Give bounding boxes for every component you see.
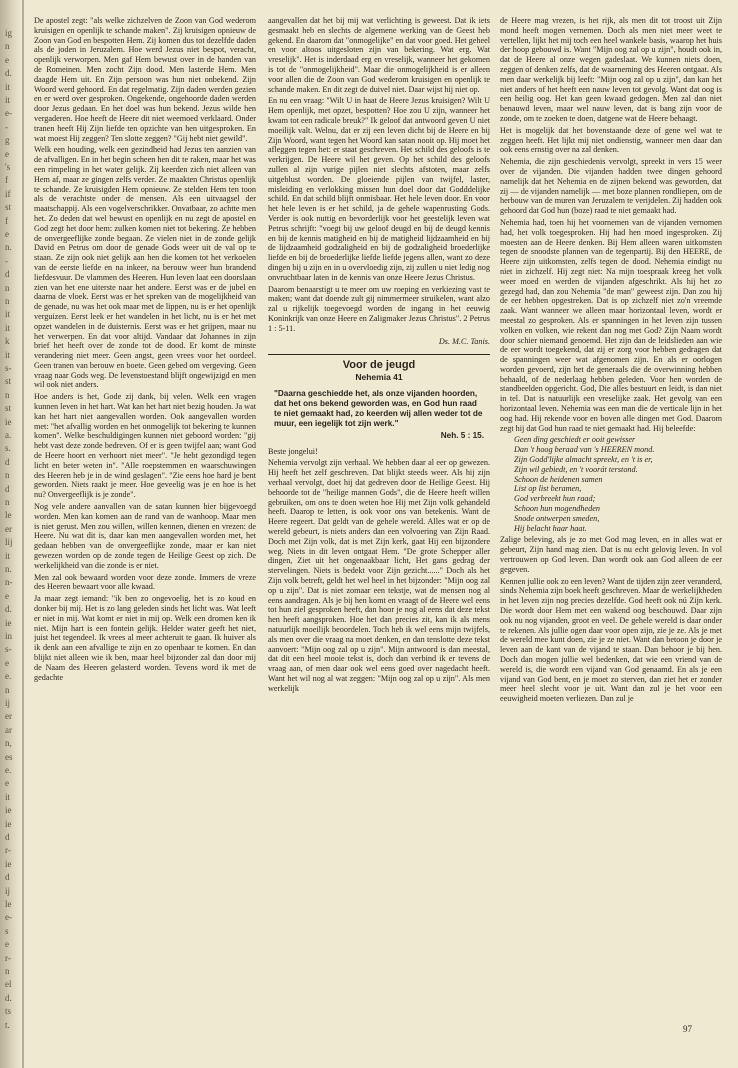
gutter-fragment: s xyxy=(5,925,9,936)
gutter-fragment: it xyxy=(5,322,11,333)
gutter-fragment: ts xyxy=(5,1006,12,1017)
gutter-fragment: s- xyxy=(5,363,12,373)
gutter-fragment: n xyxy=(5,41,10,52)
gutter-fragment: n xyxy=(5,470,10,481)
gutter-fragment: it xyxy=(5,81,11,92)
gutter-fragment: ij xyxy=(5,698,11,708)
gutter-fragment: e. xyxy=(5,765,12,775)
paragraph: Beste jongelui! xyxy=(268,446,318,456)
gutter-fragment: n xyxy=(5,389,10,400)
gutter-fragment: st xyxy=(5,376,12,387)
poem-line: Zijn wil gebiedt, en 't voorát terstond. xyxy=(514,464,638,474)
gutter-fragment: ie xyxy=(5,805,12,816)
gutter-fragment: f xyxy=(5,175,8,186)
poem-line: Zijn Godd'lijke almacht spreekt, en 't is er, xyxy=(514,455,653,465)
gutter-fragment: d xyxy=(5,456,10,467)
gutter-fragment: it xyxy=(5,791,11,802)
gutter-fragment: e- xyxy=(5,912,12,923)
gutter-fragment: lij xyxy=(5,537,13,548)
gutter-fragment: ij xyxy=(5,885,11,896)
paragraph: aangevallen dat het bij mij wat verlichting is geweest. Dat ik iets gesmaakt heb en slechts de algemene werking van de Geest heb gekend. En daarom dat "onmogelijke" en dat voor goed. Het geheel en voor altoos uitgesloten zijn van bekering. Wat erg. Wat vreselijk". Het is inderdaad erg en vreselijk, wanneer het gekomen is tot de "onmogelijkheid". Maar die onmogelijkheid is er alleen voor allen die de Zoon van God wederom kruisigen en openlijk te schande maken. En dit zegt de duivel niet. Daar wijst hij niet op. xyxy=(268,16,490,94)
gutter-fragment: - xyxy=(5,255,8,266)
gutter-fragment: n xyxy=(5,282,10,293)
gutter-fragment: n xyxy=(5,296,10,306)
gutter-fragment: st xyxy=(5,202,12,213)
paragraph: Hoe anders is het, Gode zij dank, bij velen. Welk een vragen kunnen leven in het hart. Wat kan het hart niet bezig houden. Ja wat kan het hart niet aangevallen worden. Ook aangevallen worden met: "het afvallig worden en het onmogelijk tot bekering te kunnen komen". Welke beschuldigingen kunnen niet geboord worden: "gij hebt vast deze zonde bedreven. Of er is geen twijfel aan; want God de Heere hoort en verhoort niet meer". "Je hebt gezondigd tegen licht en beter weten in". "Alle roepstemmen en waarschuwingen des Heeren heb je in de wind geslagen". "Zie eens hoe hard je bent geworden. Niets raakt je meer. Hoe geveelig was je en hoe is het nu? Onvergeeflijk is je zonde". xyxy=(34,392,256,500)
gutter-fragment: e xyxy=(5,590,9,601)
gutter-fragment: d. xyxy=(5,68,12,79)
gutter-fragment: st xyxy=(5,403,12,414)
gutter-fragment: d xyxy=(5,832,10,842)
paragraph: Nehemia vervolgt zijn verhaal. We hebben daar al eer op gewezen. Hij heeft het zelf geschreven. Dat blijkt steeds weer. Als hij zijn verhaal vervolgt, doet hij dat gedreven door de Heilige Geest. Hij behoorde tot de "heilige mannen Gods", die de Heere heeft willen gebruiken, om ons te doen weten hoe Hij met Zijn volk gehandeld heeft. Daarop te letten, is ook voor ons van betekenis. Want de Heere regeert. Dat geldt van de gehele wereld. Alles wat er op de wereld gebeurt, is niets anders dan een volvoering van Zijn Raad. Doch met Zijn volk, dat is met Zijn kerk, gaat Hij een bijzondere weg. Niets in dit leven ontgaat Hem. "De grote Schepper aller dingen, Ziet uit het ongenaakbaar licht, Het gans gedrag der stervelingen. Niets is bedekt voor Zijn gezicht......" Doch als het Zijn volk betreft, geldt het wel heel in het bijzonder: "Mijn oog zal op u zijn". Dat is niet zomaar een tekstje, wat de mensen nog al eens aandragen. Als je bij hen komt en vraagt of de Heere wel eens tot hun ziel gesproken heeft, dan hoor je nog al eens dat deze tekst hen heeft aangsproken. Hoe het dan precies zit, kan ik als mens natuurlijk moeilijk beoordelen. Toch heb ik wel eens mijn twijfels, als men over die vraag na moet denken, en dan tenslotte deze tekst aanvoert: "Mijn oog zal op u zijn". Mijn antwoord is dan meestal, dat dit een heel mooie tekst is, doch dan verbind ik er tevens de vraag aan, of men daar ook wel eens goed over nagedacht heeft. Want het wil nog al wat zeggen: "Mijn oog zal op u zijn". Als men werkelijk xyxy=(268,458,490,693)
gutter-fragment: n xyxy=(5,684,10,695)
gutter-fragment: ie xyxy=(5,818,12,829)
column-left xyxy=(34,16,256,1046)
page-fold-line xyxy=(22,0,24,1068)
gutter-fragment: e xyxy=(5,148,9,159)
paragraph: Daarom benaarstigt u te meer om uw roeping en verkiezing vast te maken; want dat doende zult gij nimmermeer struikelen, want alzo zal u rijkelijk toegevoegd worden de ingang in het eeuwig Koninkrijk van onze Heere en Zaligmaker Jezus Christus". 2 Petrus 1 : 5-11. xyxy=(268,284,490,333)
gutter-fragment: d. xyxy=(5,992,12,1003)
poem-line: God verbreekt hun raad; xyxy=(514,494,596,504)
gutter-fragment: le xyxy=(5,510,12,521)
gutter-fragment: d xyxy=(5,872,10,883)
bible-quote: "Daarna geschiedde het, als onze vijanden hoorden, dat het ons bekend geworden was, en God hun raad te niet gemaakt had, zo keerden wij allen weder tot de muur, een iegelijk tot zijn werk." xyxy=(274,388,483,428)
paragraph: Het is mogelijk dat het bovenstaande deze of gene wel wat te zeggen heeft. Het lijkt mij niet ondienstig, wanneer men daar dan ook eens ernstig over na zal denken. xyxy=(500,125,722,155)
page-number: 97 xyxy=(683,1024,692,1034)
gutter-fragment: ie xyxy=(5,858,12,869)
poem-line: List op list beramen, xyxy=(514,484,582,494)
gutter-fragment: if xyxy=(5,188,11,199)
gutter-fragment: s- xyxy=(5,644,12,655)
column-middle xyxy=(268,16,490,1046)
gutter-fragment: e xyxy=(5,657,9,668)
gutter-fragment: e xyxy=(5,778,9,789)
gutter-fragment: er xyxy=(5,711,12,722)
gutter-fragment: e xyxy=(5,54,9,65)
paragraph: De apostel zegt: "als welke zichzelven de Zoon van God wederom kruisigen en openlijk te schande maken". Zij kruisigen opnieuw de Zoon van God en bespotten Hem. Zij komen dus tot dezelfde daden als de joden in Jeruzalem. Hoe werd Jezus niet bespot, veracht, openlijk verworpen. Men gaf Hem bewust over in de handen van de Romeinen. Men zocht Zijn dood. Men lasterde Hem. Men daagde Hem uit. En Zijn persoon was hun niet onbekend. Zijn Woord werd gehoord. En dat regelmatig. Zijn daden werden gezien en er werd over gesproken. Ongekende, ongehoorde daden werden door Jezus gedaan. En het doel was hun bekend. Jezus wilde hen vergaderen. Hoe heeft de Heere dit niet weemoed verklaard. Onder tranen heeft Hij Zijn liefde ten opzichte van hen uitgesproken. En wat moest Hij zeggen? Ten slotte zeggen? "Gij hebt niet gewild". xyxy=(34,16,256,143)
gutter-fragment: 's xyxy=(5,162,11,172)
previous-page-edge xyxy=(0,0,22,1068)
gutter-fragment: e xyxy=(5,939,9,950)
author-signature: Ds. M.C. Tanis. xyxy=(438,336,490,346)
gutter-fragment: ar xyxy=(5,724,12,735)
paragraph: Zalige beleving, als je zo met God mag leven, en in alles wat er gebeurt, Zijn hand mag zien. Dat is nu echt gelovig leven. In vol vertrouwen op God leven. Dan wordt ook aan God alleen de eer gegeven. xyxy=(500,535,722,574)
gutter-fragment: k xyxy=(5,336,10,347)
gutter-fragment: in xyxy=(5,631,13,641)
gutter-fragment: le xyxy=(5,899,12,909)
gutter-fragment: n. xyxy=(5,564,12,574)
column-right xyxy=(500,16,722,1031)
paragraph: Welk een houding, welk een gezindheid had Jezus ten aanzien van de afvalligen. En in het begin scheen hen dit te raken, maar het was een rimpeling in het water gelijk. Zij keerden zich niet alleen van Hem af, maar ze gingen zelfs verder. Ze maakten Christus openlijk te schande. Ze kruisigden Hem opnieuw. Ze stelden Hem ten toon als de verachtste onder de mensen. Als een uitvaagsel der maatschappij. Als een vogelverschrikker. Onvatbaar, zo achtte men het. Zo deden dat wel bewust en openlijk en nu zegt de apostel en God zegt het door hem: zulken komen niet tot bekering. Ze hebben de onvergeeflijke zonde begaan. Ze vielen niet in de zonde gelijk David en Petrus om door de genade Gods weer uit de val op te staan. Ze zijn ook niet gelijk aan hen die komen tot het verkoelen van de eerste liefde en na inkeer, na berouw weer hun brandend liefdesvuur. De vlammen des Heeren. Hun leven laat een doorslaan zien van het ene uiterste naar het andere. Eerst was er de jubel en daarna de vloek. Eerst was er het spreken van de mogelijkheid van de genade, nu was het ook maar met de lippen, nu is er het openlijk verguizen. Eerst leek er het wandelen in het licht, nu is er het met opzet wandelen in de duisternis. Eerst was er het grijpen, maar nu het verwerpen. En dat voor altijd. Vandaar dat Johannes in zijn brief het heeft over de zonde tot de dood. Er komt de minste verandering niet meer. Geen angst, geen vrees voor het oordeel. Geen tranen van berouw en boete. Geen gebed om vergeving. Geen vraag naar Gods weg. De levenstoestand blijft ongewijzigd en men wil ook niet anders. xyxy=(34,145,256,390)
gutter-fragment: s. xyxy=(5,443,11,454)
gutter-fragment: e- xyxy=(5,108,12,119)
paragraph: Kennen jullie ook zo een leven? Want de tijden zijn zeer veranderd, sinds Nehemia zijn boek heeft geschreven. Maar de werkelijkheden in het leven zijn nog precies dezelfde. God heeft ook nú Zijn kerk. Die wordt door Hem met een wakend oog beschouwd. Daar zijn ook nu nog vijanden, groot en veel. De gehele wereld is daar onder te rekenen. Als jullie ogen daar voor open zijn, zie je ze. Als je met de wereld mee kunt doen, zie je ze niet. Want dan betoon je door je leven aan de kant van de vijand te staan. Dan behoor je bij hen. Doch dan mogen jullie wel bedenken, dat wie een vriend van de wereld is, die wordt een vijand van God genaamd. En als je een vijand van God bent, en je moet zo sterven, dan ziet het er zonder meer heel slecht voor je uit. Want dan zul je het voor een eeuwigheid moeten verliezen. Dan zul je xyxy=(500,576,722,704)
paragraph: de Heere mag vrezen, is het rijk, als men dit tot troost uit Zijn mond heeft mogen vernemen. Doch als men niet meer weet te vertellen, lijkt het mij toch een heel wankele basis, waarop het huis der hoop gebouwd is. Want "Mijn oog zal op u zijn", houdt ook in, dat de Heere al onze wegen gadeslaat. We kunnen niets doen, zeggen of denken zelfs, dat de waarneming des Heeren ontgaat. Als men daar werkelijk bij leeft: "Mijn oog zal op u zijn", dan kan het niet anders of het heeft een nauw leven tot gevolg. Want dat oog is een heilig oog. Het kan geen kwaad gedogen. Men zal dan niet benauwd leven, maar wel nauw leven, dat is bang zijn voor de zonde, om te zoeken te doen, datgene wat de Heere behaagt. xyxy=(500,16,722,123)
gutter-fragment: n xyxy=(5,966,10,976)
section-subtitle: Nehemia 41 xyxy=(355,372,403,383)
gutter-fragment: e. xyxy=(5,671,12,682)
gutter-fragment: n. xyxy=(5,242,12,253)
gutter-fragment: r- xyxy=(5,845,11,856)
poem-line: Schoon hun mogendheden xyxy=(514,504,600,514)
gutter-fragment: el xyxy=(5,979,12,990)
gutter-fragment: - xyxy=(5,121,8,132)
poem-line: Dan 't hoog beraad van 's HEEREN mond. xyxy=(514,445,655,455)
bible-reference: Neh. 5 : 15. xyxy=(440,430,484,440)
gutter-fragment: t. xyxy=(5,1019,10,1030)
gutter-fragment: ie xyxy=(5,416,12,427)
gutter-fragment: it xyxy=(5,309,11,320)
paragraph: Nehemia, die zijn geschiedenis vervolgt, spreekt in vers 15 weer over de vijanden. Die vijanden hadden twee dingen gehoord namelijk dat het Nehemia en de zijnen bekend was geworden, dat zij — de vijanden namelijk — met boze plannen rondliepen, om de herbouw van de muren van Jeruzalem te verijdelen. Zij hadden ook gehoord dat God hun (boze) raad te niet gemaakt had. xyxy=(500,157,722,216)
gutter-fragment: g xyxy=(5,135,10,146)
gutter-fragment: er xyxy=(5,523,12,534)
gutter-fragment: d xyxy=(5,269,10,280)
gutter-fragment: ie xyxy=(5,617,12,628)
gutter-fragment: r- xyxy=(5,952,11,963)
section-divider xyxy=(268,354,490,355)
poem-line: Hij belacht haar haat. xyxy=(514,523,587,533)
gutter-fragment: n, xyxy=(5,738,12,749)
gutter-fragment: f xyxy=(5,215,8,226)
gutter-fragment: n xyxy=(5,497,10,507)
paragraph: Men zal ook bewaard worden voor deze zonde. Immers de vreze des Heeren bewaart voor alle kwaad. xyxy=(34,572,256,592)
paragraph: Nog vele andere aanvallen van de satan kunnen hier bijgevoegd worden. Men kan komen aan de rand van de wanhoop. Maar men is niet gerust. Men zou willen, willen kennen, dienen en vrezen: de Heere. Nu wat dit is, daar kan men aangevallen worden met, het gedaan hebben van de onvergeeflijke zonde, maar er kan niet gewezen worden op de zonde tegen de Heilige Geest op zich. De werkelijkheid van die zonde is er niet. xyxy=(34,502,256,570)
gutter-fragment: es xyxy=(5,751,13,762)
psalm-verse xyxy=(514,435,722,533)
paragraph: Ja maar zegt iemand: "ik ben zo ongevoelig, het is zo koud en donker bij mij. Het is zo lang geleden sinds het licht was. Wat leeft er niet in mij. Wat komt er niet in mij op. Welk een dromen ken ik niet. Mijn hart is een fontein gelijk. Helder water geeft het niet, juist het tegendeel. Ik vrees al meer achteruit te gaan. Ik huiver als ik denk aan een afvallige te zijn en zo openbaar te komen. En dan blijkt niet alleen wie ik ben, maar heel bijzonder zal dan door mij de Naam des Heeren gelasterd worden. Tevens word ik met de gedachte xyxy=(34,594,256,682)
paragraph: Nehemia had, toen hij het voornemen van de vijanden vernomen had, het volk toegesproken. Hij had hen moed ingesproken. Zij moesten aan de Heere denken. Bij Hem alleen waren uitkomsten tegen de snoodste plannen van de tegenpartij. Bij den HEERE, de Heere zijn uitkomsten, zelfs tegen de dood. Nehemia eindigt nu niet in zichzelf. Hij zegt niet: Na mijn toespraak kreeg het volk weer moed en werden de vijanden afgeschrikt. Als hij het zo gezegd had, dan zou Nehemia "de man" geweest zijn. Dan zou hij de eer hebben opgestreken. Dat is op zichzelf niet zo'n vreemde zaak. Want wanneer we alleen maar horizontaal leven, wordt er meestal zo gesproken. Als er spanningen in het leven zijn tussen volken en volken, wie rekent dan nog met God? Zijn Naam wordt door schier niemand genoemd. Het zijn dan de leidslieden aan wie de eer wordt toegekend, dat zij er zorg voor hebben gedragen dat de spanningen weer wat afgenomen zijn. En als er oorlogen worden gevoerd, zijn het de generaals die de overwinning hebben behaald, of de nederlaag hebben geleden. Voor hen worden de standbeelden opgericht. God, Die alles bestuurt en leidt, is dan niet in tel. Dat is natuurlijk een vreselijke zaak. Het gevolg van een horizontaal leven. Nehemia was een man die de verticale lijn in het oog had. Hij rekende voor en boven alle dingen met God. Daarom zegt hij dat God hun raad te niet gemaakt had. Hij beleefde: xyxy=(500,217,722,433)
section-title: Voor de jeugd xyxy=(342,359,416,372)
gutter-fragment: e xyxy=(5,229,9,239)
gutter-fragment: a. xyxy=(5,430,12,440)
gutter-fragment: ig xyxy=(5,28,13,38)
gutter-fragment: it xyxy=(5,349,11,360)
poem-line: Schoon de heidenen samen xyxy=(514,474,603,484)
gutter-fragment: d. xyxy=(5,604,12,615)
gutter-fragment: it xyxy=(5,550,11,561)
poem-line: Geen ding geschiedt er ooit gewisser xyxy=(514,435,636,445)
gutter-fragment: it xyxy=(5,95,11,105)
gutter-fragment: n- xyxy=(5,577,13,588)
poem-line: Snode ontwerpen smeden, xyxy=(514,513,600,523)
gutter-fragment: d xyxy=(5,483,10,494)
paragraph: En nu een vraag: "Wilt U in haat de Heere Jezus kruisigen? Wilt U Hem openlijk, met opzet, bespotten? Hoe zou U zijn, wanneer het kwam tot een radicale breuk?" Ik geloof dat antwoord geven U niet moeilijk valt. Welnu, dat er zij een leven dicht bij de Heere en bij Zijn Woord, want tegen het Woord kan satan nooit op. Hij moet het afleggen tegen het: er staat geschreven. Het schild des geloofs is te verkrijgen. De Heere wil het geven. Op het schild des geloofs zullen al zijn vurige pijlen niet slechts afstoten, maar zelfs uitgeblust worden. De gloeiende pijlen van twijfel, laster, misleiding en verlokking missen hun doel door dat Godddelijke schild. En dat schild blijft onmisbaar. Het hele leven door. En voor het hele leven is er het schild, ja de gehele wapenrusting Gods. Verder is ook nuttig en bevorderlijk voor het geestelijk leven wat Petrus schrijft: "voegt bij uw geloof deugd en bij de deugd kennis en bij de kennis matigheid en bij de matigheid lijdzaamheid en bij de lijdzaamheid godzaligheid en bij de godzaligheid broederlijke liefde en bij de broederlijke liefde liefde jegens allen, want zo deze dingen bij u zijn en in u overvloedig zijn, zij zullen u niet ledig nog onvruchtbaar laten in de kennis van onze Heere Jezus Christus. xyxy=(268,96,490,282)
